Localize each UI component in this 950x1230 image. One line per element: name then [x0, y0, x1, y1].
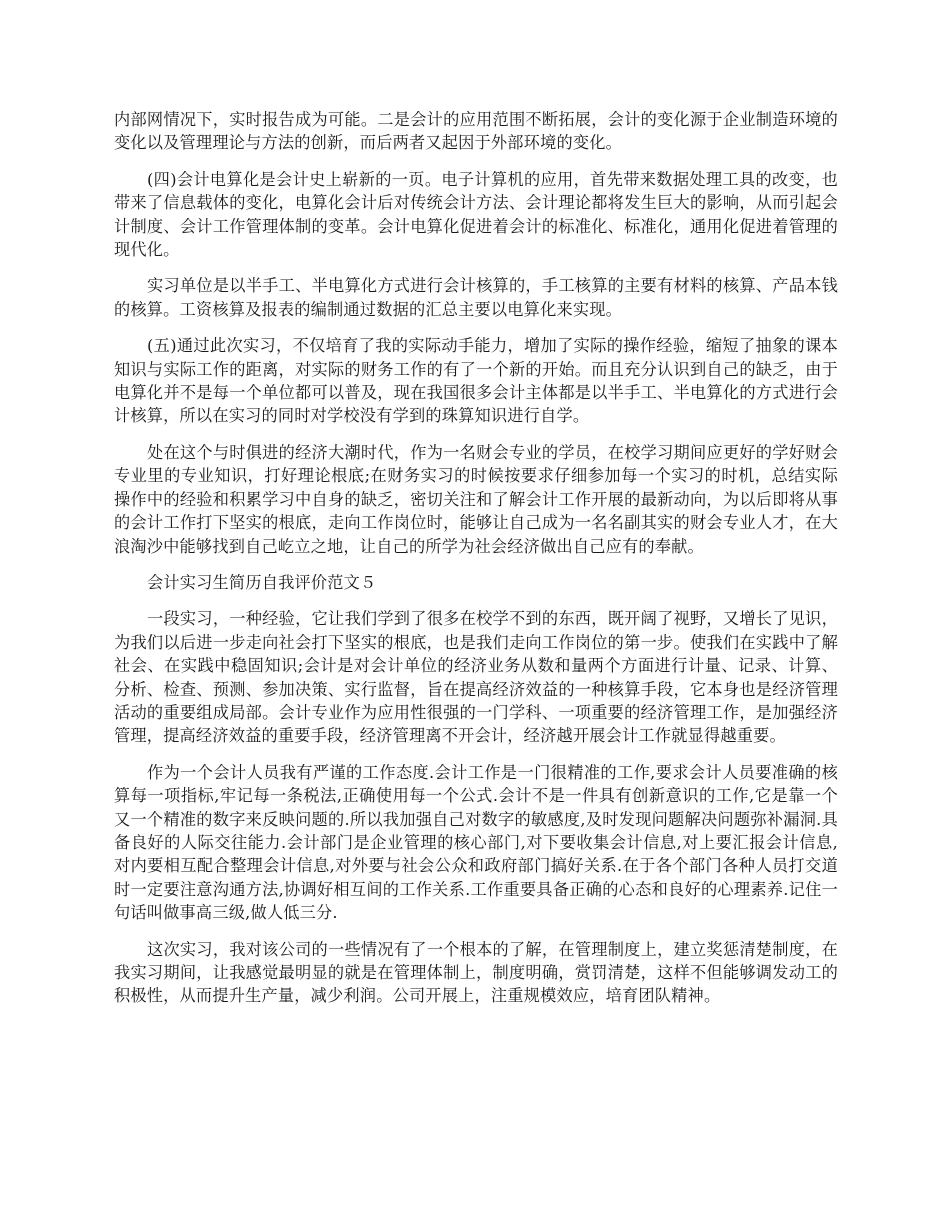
paragraph-1: 内部网情况下，实时报告成为可能。二是会计的应用范围不断拓展，会计的变化源于企业制造环境的变化以及管理理论与方法的创新，而后两者又起因于外部环境的变化。	[114, 110, 838, 153]
document-body	[114, 108, 838, 1021]
paragraph-5: 处在这个与时俱进的经济大潮时代，作为一名财会专业的学员，在校学习期间应更好的学好财会专业里的专业知识，打好理论根底;在财务实习的时候按要求仔细参加每一个实习的时机，总结实际操作中的经验和积累学习中自身的缺乏，密切关注和了解会计工作开展的最新动向，为以后即将从事的会计工作打下坚实的根底，走向工作岗位时，能够让自己成为一名名副其实的财会专业人才，在大浪淘沙中能够找到自己屹立之地，让自己的所学为社会经济做出自己应有的奉献。	[114, 442, 838, 556]
paragraph-2: (四)会计电算化是会计史上崭新的一页。电子计算机的应用，首先带来数据处理工具的改变，也带来了信息载体的变化，电算化会计后对传统会计方法、会计理论都将发生巨大的影响，从而引起会计制度、会计工作管理体制的变革。会计电算化促进着会计的标准化、标准化，通用化促进着管理的现代化。	[114, 169, 838, 260]
section-heading: 会计实习生简历自我评价范文５	[147, 572, 377, 592]
paragraph-6: 一段实习，一种经验，它让我们学到了很多在校学不到的东西，既开阔了视野，又增长了见识，为我们以后进一步走向社会打下坚实的根底，也是我们走向工作岗位的第一步。使我们在实践中了解社会、在实践中稳固知识;会计是对会计单位的经济业务从数和量两个方面进行计量、记录、计算、分析、检查、预测、参加决策、实行监督，旨在提高经济效益的一种核算手段，它本身也是经济管理活动的重要组成局部。会计专业作为应用性很强的一门学科、一项重要的经济管理工作，是加强经济管理，提高经济效益的重要手段，经济管理离不开会计，经济越开展会计工作就显得越重要。	[114, 609, 838, 746]
paragraph-4: (五)通过此次实习，不仅培育了我的实际动手能力，增加了实际的操作经验，缩短了抽象的课本知识与实际工作的距离，对实际的财务工作的有了一个新的开始。而且充分认识到自己的缺乏，由于电算化并不是每一个单位都可以普及，现在我国很多会计主体都是以半手工、半电算化的方式进行会计核算，所以在实习的同时对学校没有学到的珠算知识进行自学。	[114, 336, 838, 426]
paragraph-3: 实习单位是以半手工、半电算化方式进行会计核算的，手工核算的主要有材料的核算、产品本钱的核算。工资核算及报表的编制通过数据的汇总主要以电算化来实现。	[114, 276, 838, 319]
paragraph-8: 这次实习，我对该公司的一些情况有了一个根本的了解，在管理制度上，建立奖惩清楚制度，在我实习期间，让我感觉最明显的就是在管理体制上，制度明确，赏罚清楚，这样不但能够调发动工的积极性，从而提升生产量，减少利润。公司开展上，注重规模效应，培育团队精神。	[114, 939, 838, 1006]
paragraph-7: 作为一个会计人员我有严谨的工作态度.会计工作是一门很精准的工作,要求会计人员要准确的核算每一项指标,牢记每一条税法,正确使用每一个公式.会计不是一件具有创新意识的工作,它是靠一个又一个精准的数字来反映问题的.所以我加强自己对数字的敏感度,及时发现问题解决问题弥补漏洞.具备良好的人际交往能力.会计部门是企业管理的核心部门,对下要收集会计信息,对上要汇报会计信息,对内要相互配合整理会计信息,对外要与社会公众和政府部门搞好关系.在于各个部门各种人员打交道时一定要注意沟通方法,协调好相互间的工作关系.工作重要具备正确的心态和良好的心理素养.记住一句话叫做事高三级,做人低三分.	[114, 762, 838, 923]
